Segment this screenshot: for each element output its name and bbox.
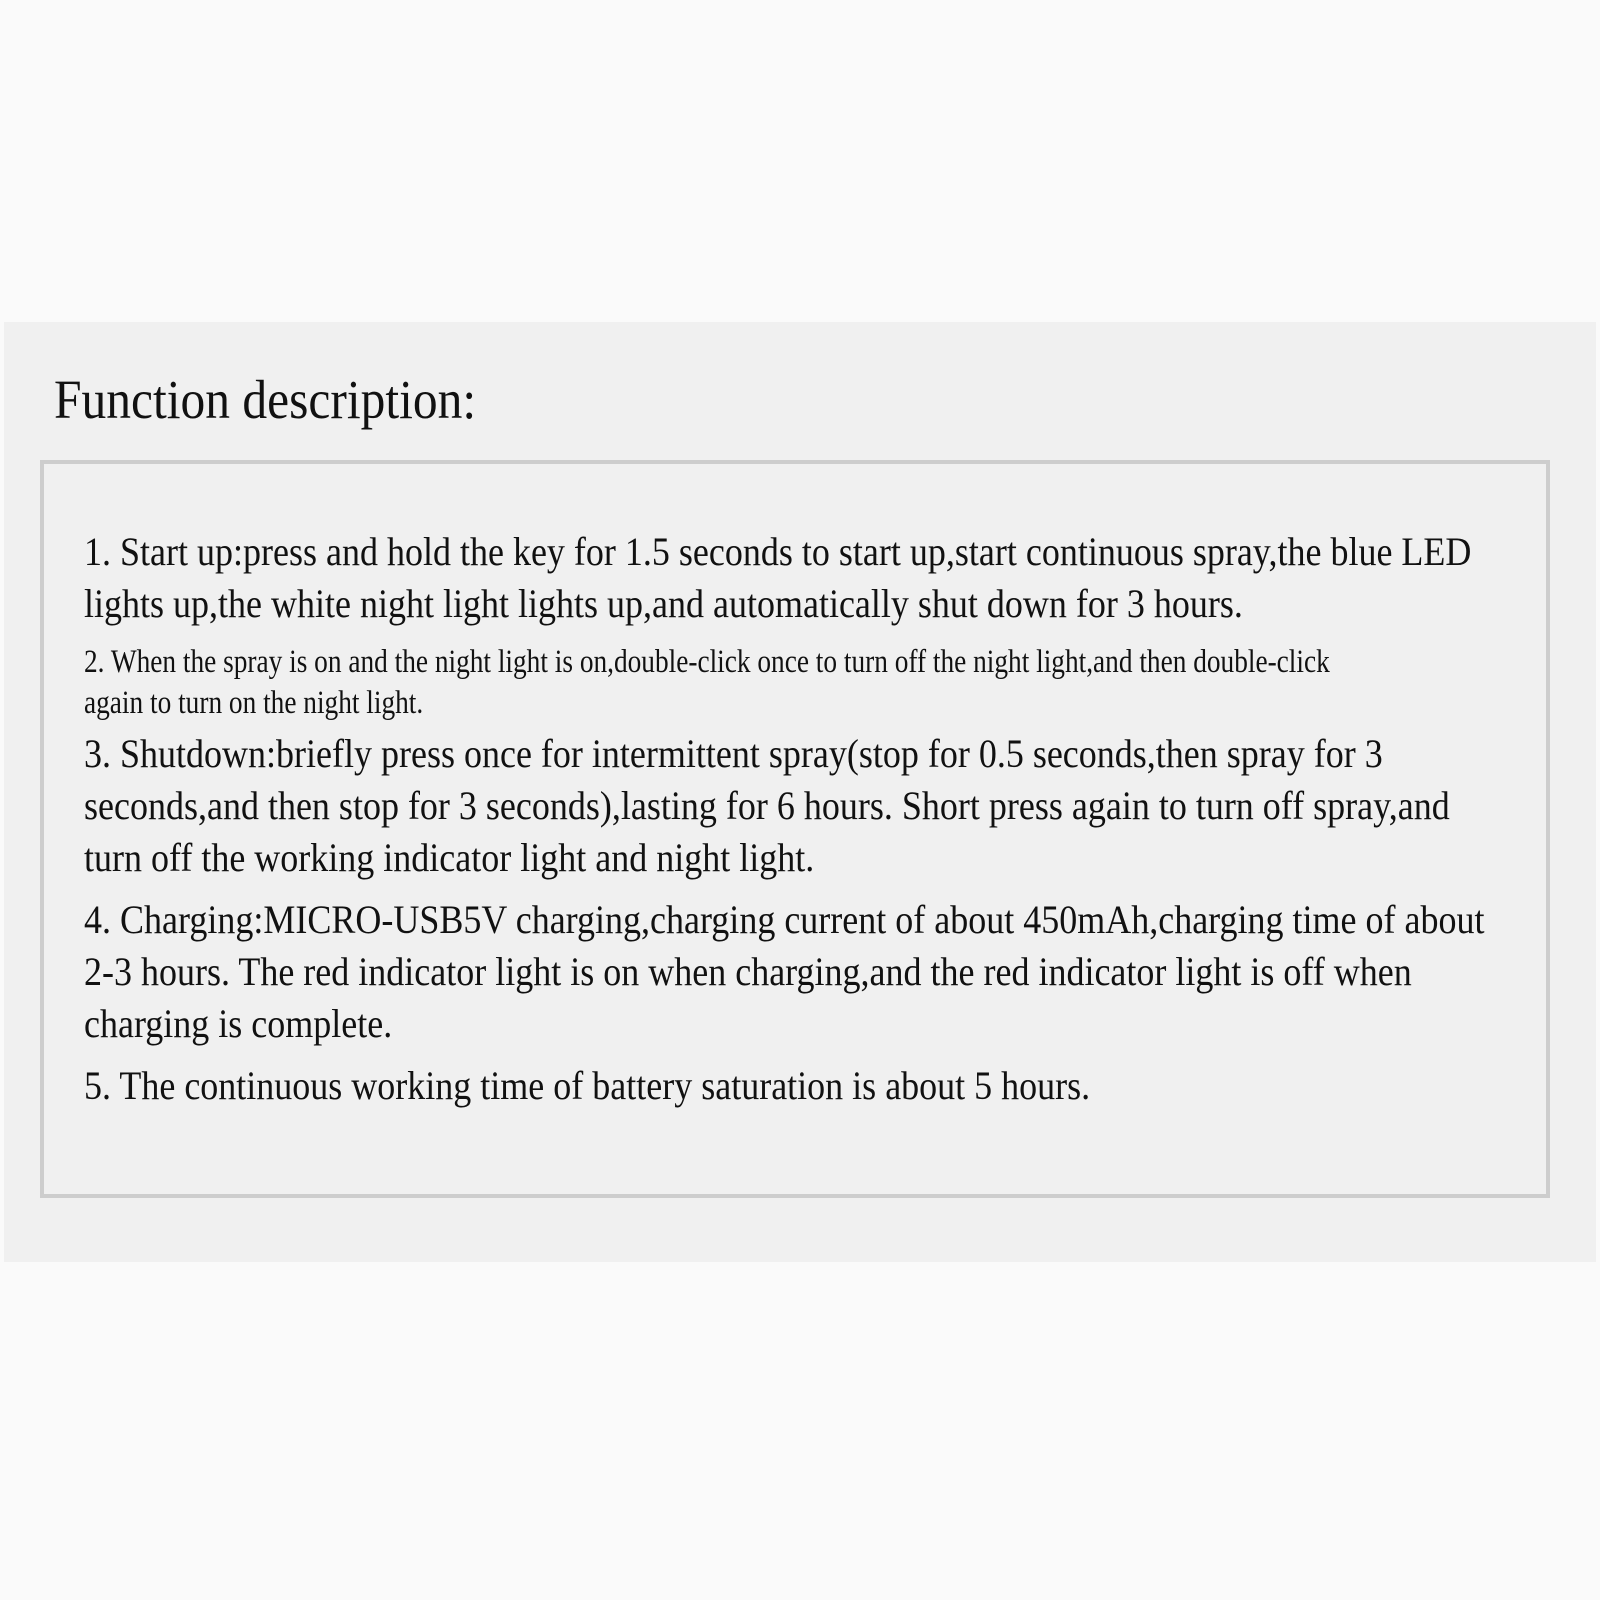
function-description-panel: [4, 322, 1596, 1262]
function-item-night-light: 2. When the spray is on and the night light is on,double-click once to turn off the night light,and then double-click again to turn on the night light.: [84, 644, 1330, 721]
function-list: [84, 526, 1506, 1112]
function-item-charging: 4. Charging:MICRO-USB5V charging,charging current of about 450mAh,charging time of about 2-3 hours. The red indicator light is on when charging,and the red indicator light is off when charging is complete.: [84, 897, 1485, 1046]
description-box: [40, 460, 1550, 1198]
function-item-battery-time: 5. The continuous working time of battery saturation is about 5 hours.: [84, 1063, 1091, 1108]
function-item-start-up: 1. Start up:press and hold the key for 1.5 seconds to start up,start continuous spray,the blue LED lights up,the white night light lights up,and automatically shut down for 3 hours.: [84, 529, 1472, 626]
page-title: Function description:: [54, 369, 477, 430]
function-item-shutdown: 3. Shutdown:briefly press once for intermittent spray(stop for 0.5 seconds,then spray for 3 seconds,and then stop for 3 seconds),lasting for 6 hours. Short press again to turn off spray,and turn off the working indicator light and night light.: [84, 731, 1450, 880]
